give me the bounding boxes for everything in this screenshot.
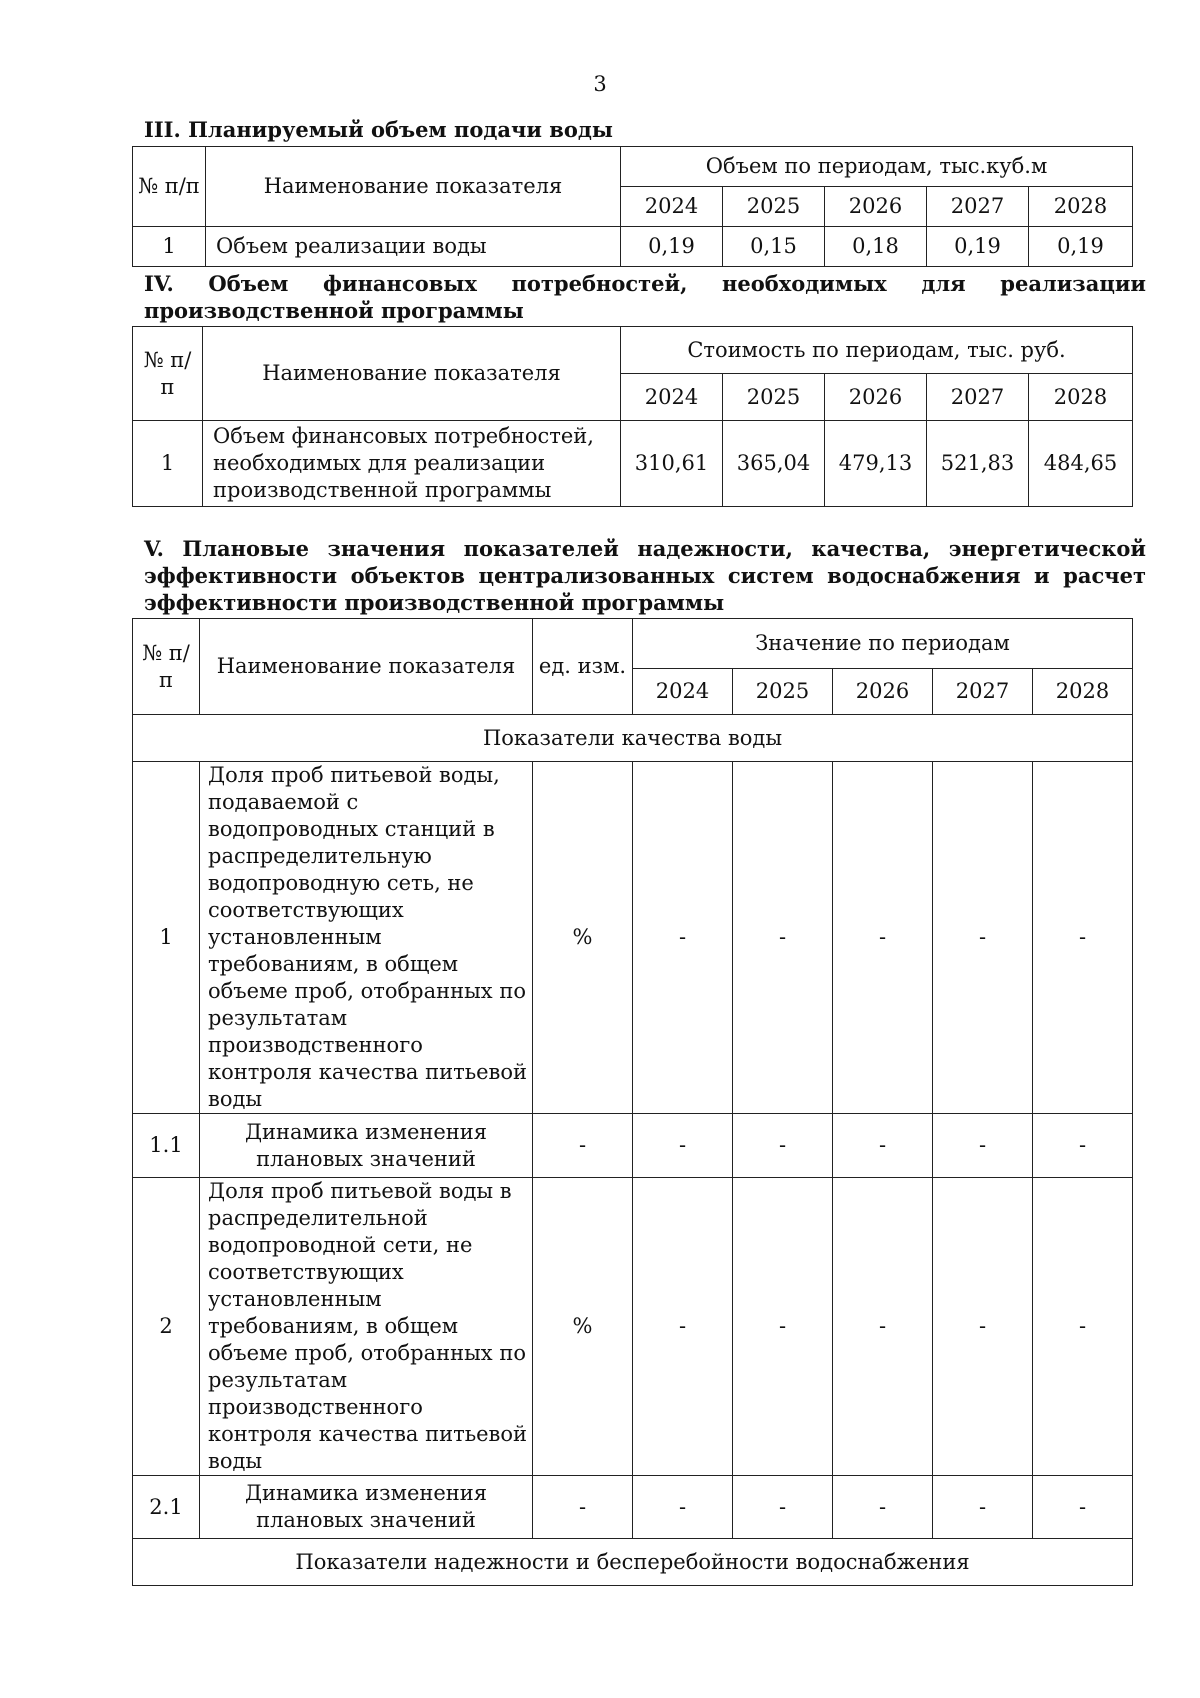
value-cell: - bbox=[1033, 1476, 1133, 1539]
table-row bbox=[133, 421, 1133, 507]
year-header: 2027 bbox=[927, 374, 1029, 421]
row-num: 1 bbox=[133, 762, 200, 1114]
row-name: Динамика изменения плановых значений bbox=[200, 1114, 533, 1178]
value-cell: - bbox=[933, 1178, 1033, 1476]
year-header: 2026 bbox=[825, 374, 927, 421]
col-group-header: Стоимость по периодам, тыс. руб. bbox=[621, 327, 1133, 374]
value-cell: - bbox=[933, 762, 1033, 1114]
year-header: 2028 bbox=[1029, 187, 1133, 227]
year-header: 2025 bbox=[723, 374, 825, 421]
row-name: Доля проб питьевой воды, подаваемой с водопроводных станций в распределительную водопроводную сеть, не соответствующих установленным требованиям, в общем объеме проб, отобранных по результатам производственного контроля качества питьевой воды bbox=[200, 762, 533, 1114]
value-cell: 310,61 bbox=[621, 421, 723, 507]
page-number: 3 bbox=[593, 72, 607, 96]
value-cell: - bbox=[1033, 762, 1133, 1114]
unit-cell: % bbox=[533, 1178, 633, 1476]
row-num: 2 bbox=[133, 1178, 200, 1476]
value-cell: - bbox=[733, 1476, 833, 1539]
value-cell: - bbox=[1033, 1114, 1133, 1178]
value-cell: 0,19 bbox=[1029, 227, 1133, 267]
col-name-header: Наименование показателя bbox=[203, 327, 621, 421]
section-5-title: V. Плановые значения показателей надежности, качества, энергетической эффективности объектов централизованных систем водоснабжения и расчет эффективности производственной программы bbox=[144, 536, 1146, 615]
row-name: Доля проб питьевой воды в распределительной водопроводной сети, не соответствующих установленным требованиям, в общем объеме проб, отобранных по результатам производственного контроля качества питьевой воды bbox=[200, 1178, 533, 1476]
value-cell: 0,19 bbox=[621, 227, 723, 267]
value-cell: - bbox=[633, 1114, 733, 1178]
value-cell: - bbox=[633, 762, 733, 1114]
value-cell: 479,13 bbox=[825, 421, 927, 507]
value-cell: - bbox=[933, 1114, 1033, 1178]
year-header: 2028 bbox=[1033, 669, 1133, 715]
col-group-header: Значение по периодам bbox=[633, 619, 1133, 669]
section-4-title: IV. Объем финансовых потребностей, необходимых для реализации производственной программы bbox=[144, 271, 1146, 323]
value-cell: - bbox=[733, 1178, 833, 1476]
year-header: 2026 bbox=[833, 669, 933, 715]
unit-cell: % bbox=[533, 762, 633, 1114]
value-cell: 365,04 bbox=[723, 421, 825, 507]
value-cell: - bbox=[833, 762, 933, 1114]
table-row bbox=[133, 1114, 1133, 1178]
row-name: Динамика изменения плановых значений bbox=[200, 1476, 533, 1539]
year-header: 2025 bbox=[733, 669, 833, 715]
value-cell: - bbox=[833, 1114, 933, 1178]
col-num-header: № п/п bbox=[133, 147, 206, 227]
row-num: 1 bbox=[133, 421, 203, 507]
value-cell: - bbox=[833, 1476, 933, 1539]
year-header: 2025 bbox=[723, 187, 825, 227]
value-cell: - bbox=[633, 1178, 733, 1476]
value-cell: 484,65 bbox=[1029, 421, 1133, 507]
unit-cell: - bbox=[533, 1114, 633, 1178]
row-num: 1.1 bbox=[133, 1114, 200, 1178]
col-num-header: № п/п bbox=[133, 327, 203, 421]
table-row bbox=[133, 1476, 1133, 1539]
value-cell: - bbox=[933, 1476, 1033, 1539]
year-header: 2027 bbox=[927, 187, 1029, 227]
row-num: 2.1 bbox=[133, 1476, 200, 1539]
year-header: 2028 bbox=[1029, 374, 1133, 421]
col-group-header: Объем по периодам, тыс.куб.м bbox=[621, 147, 1133, 187]
col-name-header: Наименование показателя bbox=[200, 619, 533, 715]
water-supply-table bbox=[132, 146, 1133, 267]
value-cell: 0,18 bbox=[825, 227, 927, 267]
indicators-table bbox=[132, 618, 1133, 1586]
table-row bbox=[133, 227, 1133, 267]
group-header-reliability: Показатели надежности и бесперебойности водоснабжения bbox=[133, 1539, 1133, 1586]
col-unit-header: ед. изм. bbox=[533, 619, 633, 715]
value-cell: 521,83 bbox=[927, 421, 1029, 507]
value-cell: 0,15 bbox=[723, 227, 825, 267]
value-cell: - bbox=[1033, 1178, 1133, 1476]
col-name-header: Наименование показателя bbox=[206, 147, 621, 227]
year-header: 2026 bbox=[825, 187, 927, 227]
col-num-header: № п/п bbox=[133, 619, 200, 715]
year-header: 2027 bbox=[933, 669, 1033, 715]
year-header: 2024 bbox=[621, 187, 723, 227]
year-header: 2024 bbox=[621, 374, 723, 421]
year-header: 2024 bbox=[633, 669, 733, 715]
unit-cell: - bbox=[533, 1476, 633, 1539]
value-cell: - bbox=[633, 1476, 733, 1539]
section-3-title: III. Планируемый объем подачи воды bbox=[144, 117, 613, 142]
group-header-quality: Показатели качества воды bbox=[133, 715, 1133, 762]
row-name: Объем реализации воды bbox=[206, 227, 621, 267]
value-cell: 0,19 bbox=[927, 227, 1029, 267]
table-row bbox=[133, 1178, 1133, 1476]
financial-needs-table bbox=[132, 326, 1133, 507]
value-cell: - bbox=[733, 1114, 833, 1178]
value-cell: - bbox=[833, 1178, 933, 1476]
table-row bbox=[133, 762, 1133, 1114]
value-cell: - bbox=[733, 762, 833, 1114]
row-num: 1 bbox=[133, 227, 206, 267]
row-name: Объем финансовых потребностей, необходимых для реализации производственной программы bbox=[203, 421, 621, 507]
